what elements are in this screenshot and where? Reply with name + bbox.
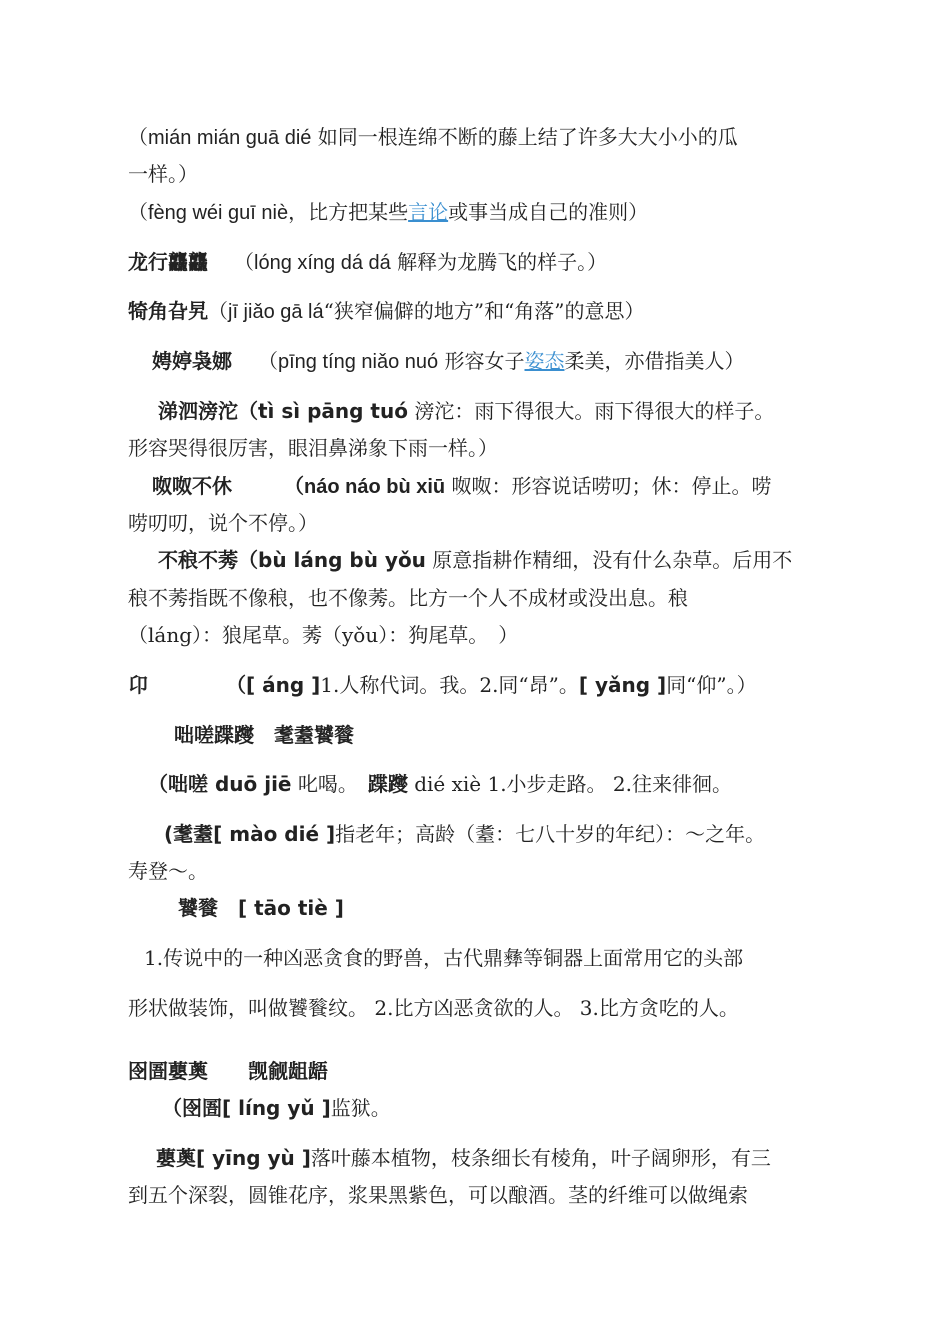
line-mao-die: (耄耋[ mào dié ]指老年；高龄（耋：七八十岁的年纪）：～之年。 (164, 822, 766, 846)
line-mian-mian-gua-die: （mián mián guā dié 如同一根连绵不断的藤上结了许多大大小小的瓜 (128, 125, 738, 149)
line-ping-ting-niao-nuo: 娉婷袅娜 （pīng tíng niǎo nuó 形容女子姿态柔美，亦借指美人） (152, 349, 745, 373)
line-bu-lang-bu-you-cont: 稂不莠指既不像稂，也不像莠。比方一个人不成材或没出息。稂 (128, 586, 688, 610)
line-bu-lang-bu-you-cont2: （láng）：狼尾草。莠（yǒu）：狗尾草。 ） (128, 623, 519, 647)
line-ang: 卬 （[ áng ]1.人称代词。我。2.同“昂”。[ yǎng ]同“仰”。） (128, 673, 757, 697)
line-heading-taotie: 饕餮 [ tāo tiè ] (178, 896, 344, 920)
line-nao-nao-bu-xiu: 呶呶不休 （náo náo bù xiū 呶呶：形容说话唠叨；休：停止。唠 (152, 474, 772, 498)
line-duo-jie: （咄嗟 duō jiē 叱喝。 蹀躞 dié xiè 1.小步走路。 2.往来徘徊。 (148, 772, 732, 796)
line-long-xing-da-da: 龙行龘龘 （lóng xíng dá dá 解释为龙腾飞的样子。） (128, 250, 608, 274)
line-mian-mian-gua-die-cont: 一样。） (128, 162, 198, 186)
link-zitai[interactable]: 姿态 (524, 349, 565, 373)
line-ling-yu: （囹圄[ líng yǔ ]监狱。 (162, 1096, 391, 1120)
line-ying-yu: 蘡薁[ yīng yù ]落叶藤本植物，枝条细长有棱角，叶子阔卵形，有三 (156, 1146, 771, 1170)
line-heading-lingyu-jiyu: 囹圄蘡薁 觊觎龃龉 (128, 1059, 328, 1083)
line-ji-jiao-ga-la: 犄角旮旯（jī jiǎo gā lá“狭窄偏僻的地方”和“角落”的意思） (128, 299, 645, 323)
line-taotie-def: 1.传说中的一种凶恶贪食的野兽，古代鼎彝等铜器上面常用它的头部 (144, 946, 744, 970)
line-nao-nao-bu-xiu-cont: 唠叨叨，说个不停。） (128, 511, 318, 535)
line-ying-yu-cont: 到五个深裂，圆锥花序，浆果黑紫色，可以酿酒。茎的纤维可以做绳索 (128, 1183, 748, 1207)
link-yanlun[interactable]: 言论 (408, 200, 449, 224)
line-bu-lang-bu-you: 不稂不莠（bù láng bù yǒu 原意指耕作精细，没有什么杂草。后用不 (158, 548, 793, 572)
line-feng-wei-gui-nie: （fèng wéi guī niè，比方把某些言论或事当成自己的准则） (128, 200, 649, 224)
line-heading-duojie-maodie: 咄嗟蹀躞 耄耋饕餮 (174, 723, 354, 747)
line-ti-si-pang-tuo-cont: 形容哭得很厉害，眼泪鼻涕象下雨一样。） (128, 436, 498, 460)
line-mao-die-cont: 寿登～。 (128, 859, 208, 883)
line-ti-si-pang-tuo: 涕泗滂沱（tì sì pāng tuó 滂沱：雨下得很大。雨下得很大的样子。 (158, 399, 775, 423)
line-taotie-def-cont: 形状做装饰，叫做饕餮纹。 2.比方凶恶贪欲的人。 3.比方贪吃的人。 (128, 996, 739, 1020)
